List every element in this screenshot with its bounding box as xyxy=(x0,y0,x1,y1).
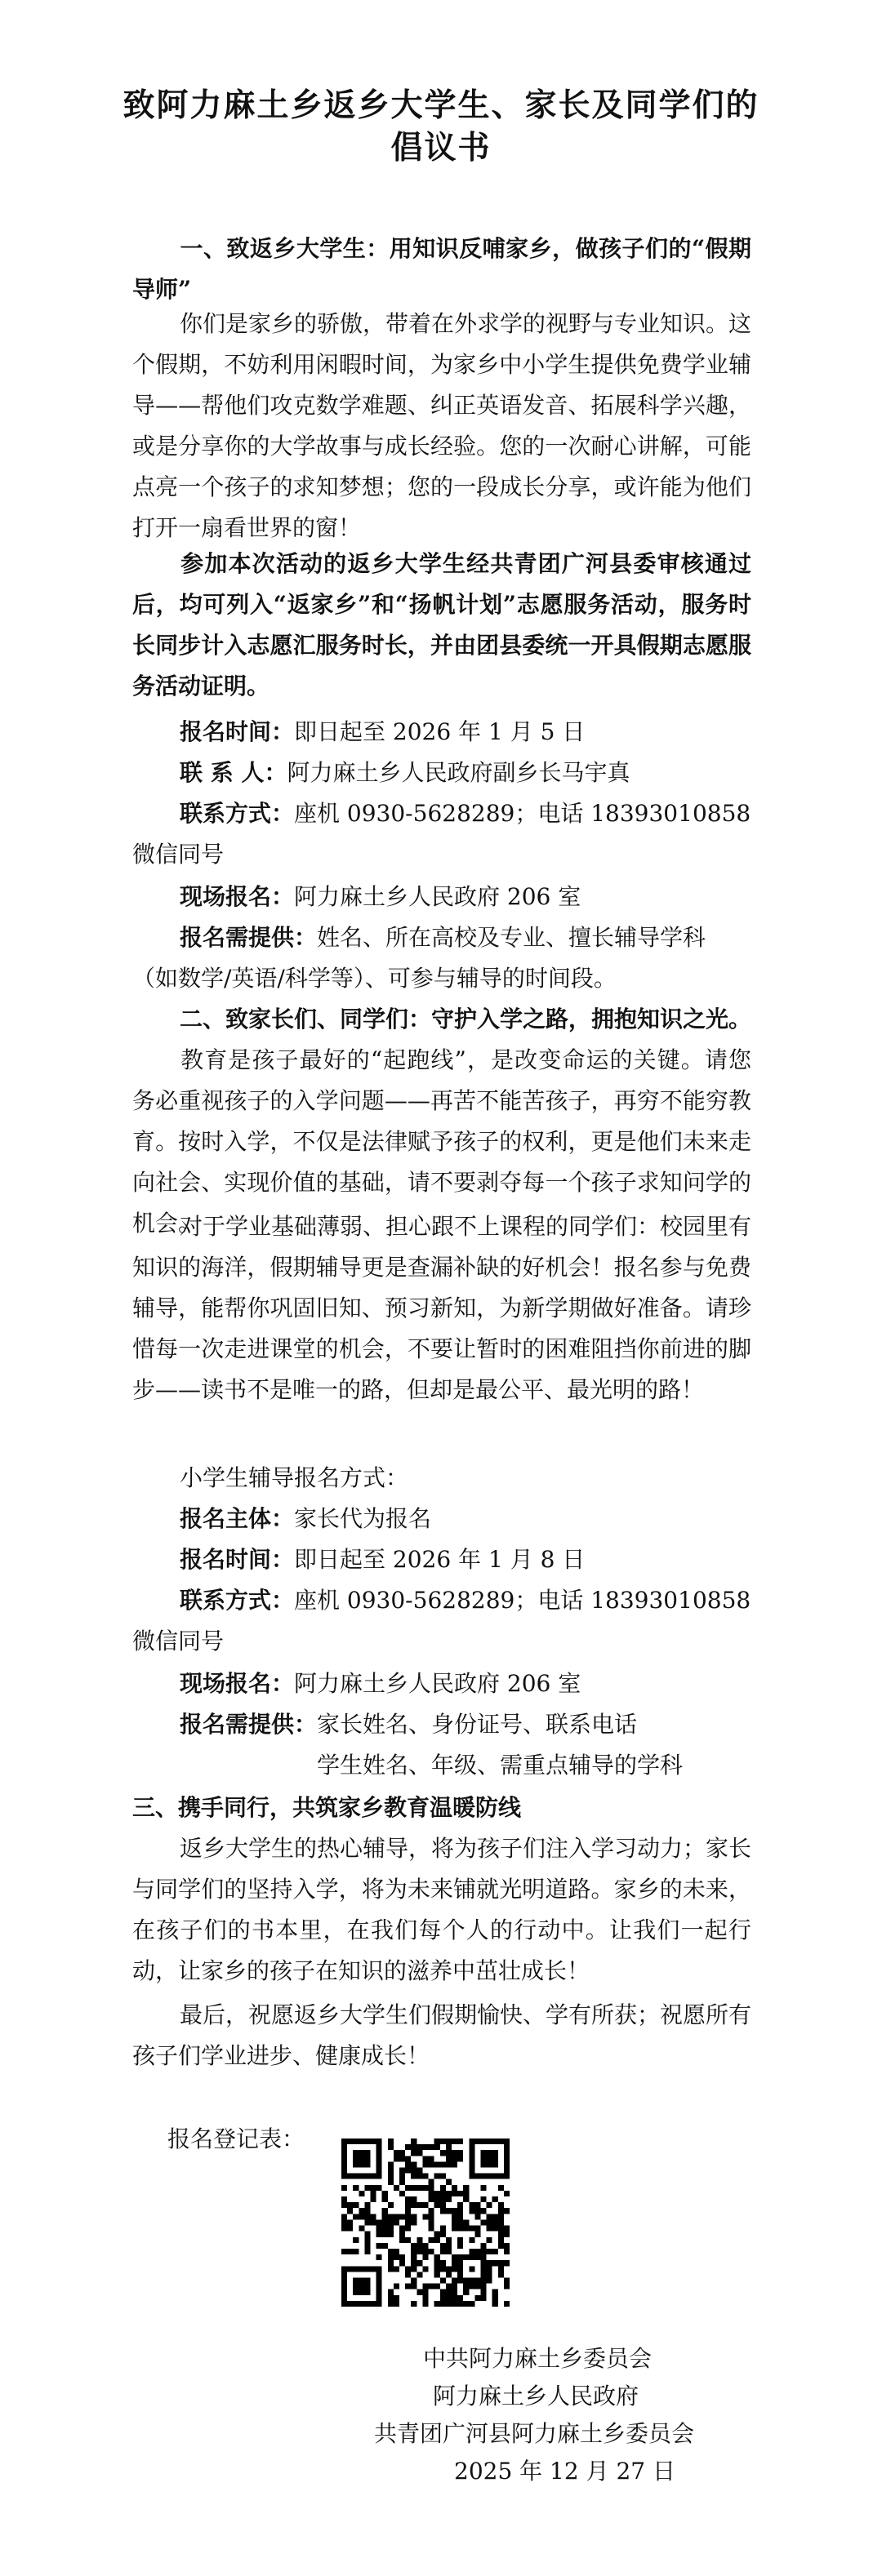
sec2-signup-subject: 报名主体：家长代为报名 xyxy=(180,1505,432,1532)
sec2-signup-time: 报名时间：即日起至 2026 年 1 月 8 日 xyxy=(180,1546,586,1573)
sec1-signup-time: 报名时间：即日起至 2026 年 1 月 5 日 xyxy=(180,718,586,745)
title-line-1: 致阿力麻土乡返乡大学生、家长及同学们的 xyxy=(122,87,760,124)
sec2-onsite-signup: 现场报名：阿力麻土乡人民政府 206 室 xyxy=(180,1670,581,1697)
sec2-required-info: 报名需提供：家长姓名、身份证号、联系电话 xyxy=(180,1711,638,1738)
section2-heading: 二、致家长们、同学们：守护入学之路，拥抱知识之光。 xyxy=(180,1006,752,1033)
section2-paragraph1: 教育是孩子最好的“起跑线”，是改变命运的关键。请您务必重视孩子的入学问题——再苦不能苦孩子，再穷不能穷教育。按时入学，不仅是法律赋予孩子的权利，更是他们未来走向社会、实现价值的基础，请不要剥夺每一个孩子求知问学的机会。 xyxy=(132,1046,751,1237)
sec2-subheading: 小学生辅导报名方式： xyxy=(180,1464,409,1491)
sec2-contact-method: 联系方式：座机 0930-5628289；电话 18393010858 微信同号 xyxy=(132,1587,751,1654)
section1-heading: 一、致返乡大学生：用知识反哺家乡，做孩子们的“假期导师” xyxy=(132,235,751,303)
sec1-onsite-signup: 现场报名：阿力麻土乡人民政府 206 室 xyxy=(180,883,581,910)
signature-date: 2025 年 12 月 27 日 xyxy=(454,2458,676,2485)
sec1-required-info: 报名需提供：姓名、所在高校及专业、擅长辅导学科（如数学/英语/科学等）、可参与辅导的时间段。 xyxy=(132,924,706,992)
section3-heading: 三、携手同行，共筑家乡教育温暖防线 xyxy=(132,1794,522,1821)
section2-paragraph2: 对于学业基础薄弱、担心跟不上课程的同学们：校园里有知识的海洋，假期辅导更是查漏补缺的好机会！报名参与免费辅导，能帮你巩固旧知、预习新知，为新学期做好准备。请珍惜每一次走进课堂的机会，不要让暂时的困难阻挡你前进的脚步——读书不是唯一的路，但却是最公平、最光明的路！ xyxy=(132,1213,752,1403)
sec1-contact-method: 联系方式：座机 0930-5628289；电话 18393010858 微信同号 xyxy=(132,800,751,868)
qr-label: 报名登记表： xyxy=(167,2125,305,2152)
section3-paragraph2: 最后，祝愿返乡大学生们假期愉快、学有所获；祝愿所有孩子们学业进步、健康成长！ xyxy=(132,2001,752,2069)
signature-org-youth-league: 共青团广河县阿力麻土乡委员会 xyxy=(374,2420,695,2447)
signup-qr-code-icon[interactable] xyxy=(341,2139,510,2307)
sec2-required-info-line2: 学生姓名、年级、需重点辅导的学科 xyxy=(317,1752,684,1779)
section1-paragraph2: 参加本次活动的返乡大学生经共青团广河县委审核通过后，均可列入“返家乡”和“扬帆计划”志愿服务活动，服务时长同步计入志愿汇服务时长，并由团县委统一开具假期志愿服务活动证明。 xyxy=(132,550,751,700)
sec1-contact-person: 联 系 人：阿力麻土乡人民政府副乡长马宇真 xyxy=(180,759,630,786)
section3-paragraph1: 返乡大学生的热心辅导，将为孩子们注入学习动力；家长与同学们的坚持入学，将为未来铺就光明道路。家乡的未来，在孩子们的书本里，在我们每个人的行动中。让我们一起行动，让家乡的孩子在知识的滋养中茁壮成长！ xyxy=(132,1835,752,1984)
title-line-2: 倡议书 xyxy=(390,129,492,167)
section1-paragraph1: 你们是家乡的骄傲，带着在外求学的视野与专业知识。这个假期，不妨利用闲暇时间，为家乡中小学生提供免费学业辅导——帮他们攻克数学难题、纠正英语发音、拓展科学兴趣，或是分享你的大学故事与成长经验。您的一次耐心讲解，可能点亮一个孩子的求知梦想；您的一段成长分享，或许能为他们打开一扇看世界的窗！ xyxy=(132,310,752,541)
signature-org-government: 阿力麻土乡人民政府 xyxy=(433,2383,639,2409)
signature-org-party-committee: 中共阿力麻土乡委员会 xyxy=(423,2345,653,2372)
